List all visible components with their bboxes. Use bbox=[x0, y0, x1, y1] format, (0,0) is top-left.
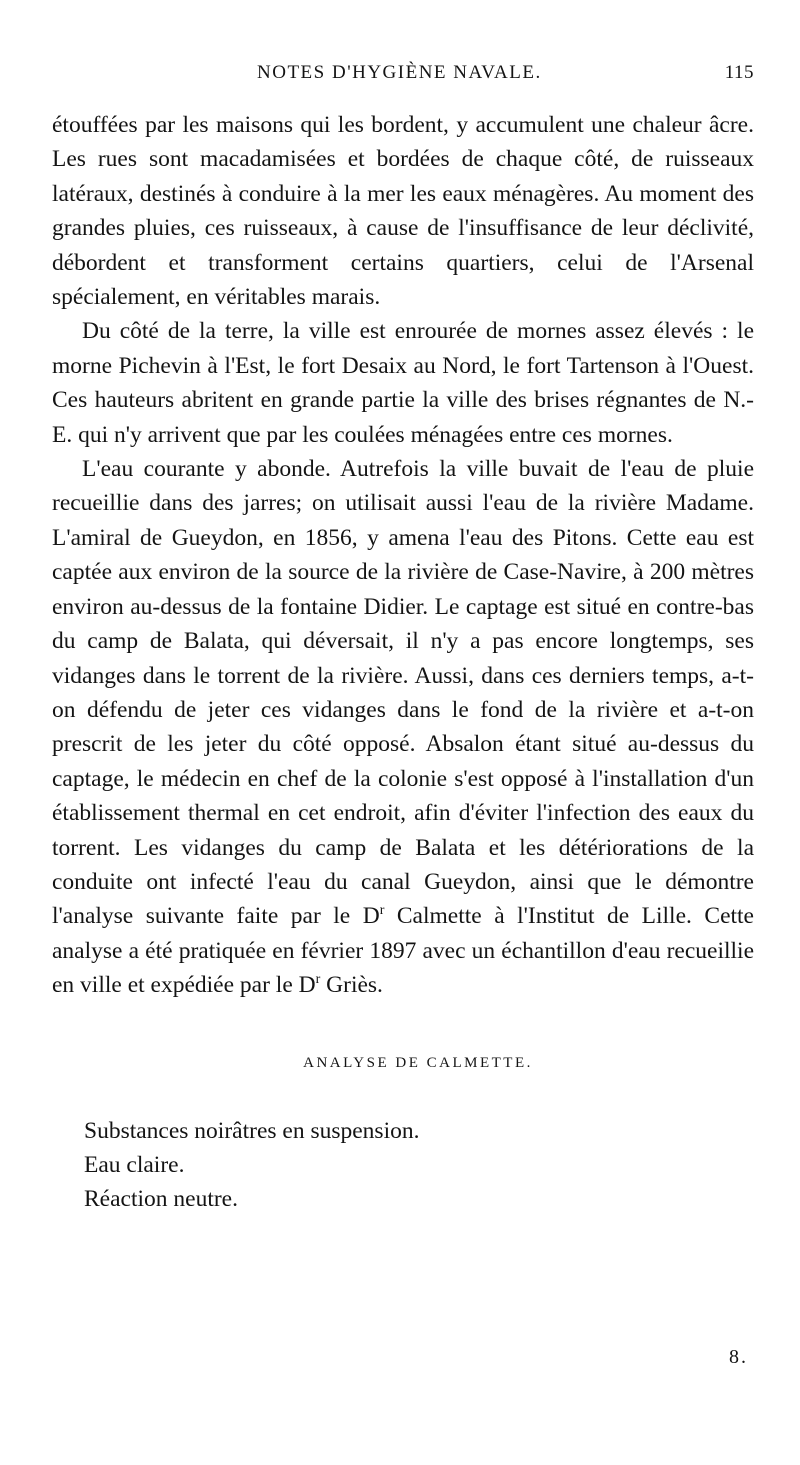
page-number: 115 bbox=[724, 62, 754, 83]
paragraph-water-supply bbox=[52, 452, 754, 1003]
signature-mark: 8. bbox=[729, 1346, 748, 1368]
doctor-abbrev-superscript: r bbox=[379, 903, 385, 919]
analysis-heading: ANALYSE DE CALMETTE. bbox=[303, 1054, 533, 1071]
body-text bbox=[52, 108, 754, 1003]
analysis-item-reaction: Réaction neutre. bbox=[84, 1185, 238, 1212]
analysis-list bbox=[52, 1114, 754, 1216]
book-page bbox=[52, 52, 754, 1452]
paragraph-streets: étouffées par les maisons qui les bordent, y accumulent une chaleur âcre. Les rues sont macadamisées et bordées de chaque côté, de ruisseaux latéraux, destinés à conduire à la mer les eaux ménagères. Au moment des grandes pluies, ces ruisseaux, à cause de l'insuffisance de leur déclivité, débordent et transforment certains quartiers, celui de l'Arsenal spécialement, en véritables marais. bbox=[52, 112, 754, 311]
doctor-abbrev-superscript: r bbox=[315, 972, 321, 988]
running-header bbox=[52, 52, 754, 86]
paragraph-water-supply-part-3: Griès. bbox=[320, 972, 383, 999]
paragraph-water-supply-part-1: L'eau courante y abonde. Autrefois la ville buvait de l'eau de pluie recueillie dans des jarres; on utilisait aussi l'eau de la rivière Madame. L'amiral de Gueydon, en 1856, y amena l'eau des Pitons. Cette eau est captée aux environ de la source de la rivière de Case-Navire, à 200 mètres environ au-dessus de la fontaine Didier. Le captage est situé en contre-bas du camp de Balata, qui déversait, il n'y a pas encore longtemps, ses vidanges dans le torrent de la rivière. Aussi, dans ces derniers temps, a-t-on défendu de jeter ces vidanges dans le fond de la rivière et a-t-on prescrit de les jeter du côté opposé. Absalon étant situé au-dessus du captage, le médecin en chef de la colonie s'est opposé à l'installation d'un établissement thermal en cet endroit, afin d'éviter l'infection des eaux du torrent. Les vidanges du camp de Balata et les détériorations de la conduite ont infecté l'eau du canal Gueydon, ainsi que le démontre l'analyse suivante faite par le D bbox=[52, 456, 754, 930]
running-title: NOTES D'HYGIÈNE NAVALE. bbox=[257, 62, 542, 83]
analysis-item-clarity: Eau claire. bbox=[84, 1151, 185, 1178]
analysis-item-suspension: Substances noirâtres en suspension. bbox=[84, 1117, 420, 1144]
paragraph-water-supply-part-2: Calmette à l'Institut de Lille. Cette analyse a été pratiquée en février 1897 avec un échantillon d'eau recueillie en ville et expédiée par le D bbox=[52, 903, 754, 999]
paragraph-hills: Du côté de la terre, la ville est enrourée de mornes assez élevés : le morne Pichevin à l'Est, le fort Desaix au Nord, le fort Tartenson à l'Ouest. Ces hauteurs abritent en grande partie la ville des brises régnantes de N.-E. qui n'y arrivent que par les coulées ménagées entre ces mornes. bbox=[52, 318, 754, 448]
